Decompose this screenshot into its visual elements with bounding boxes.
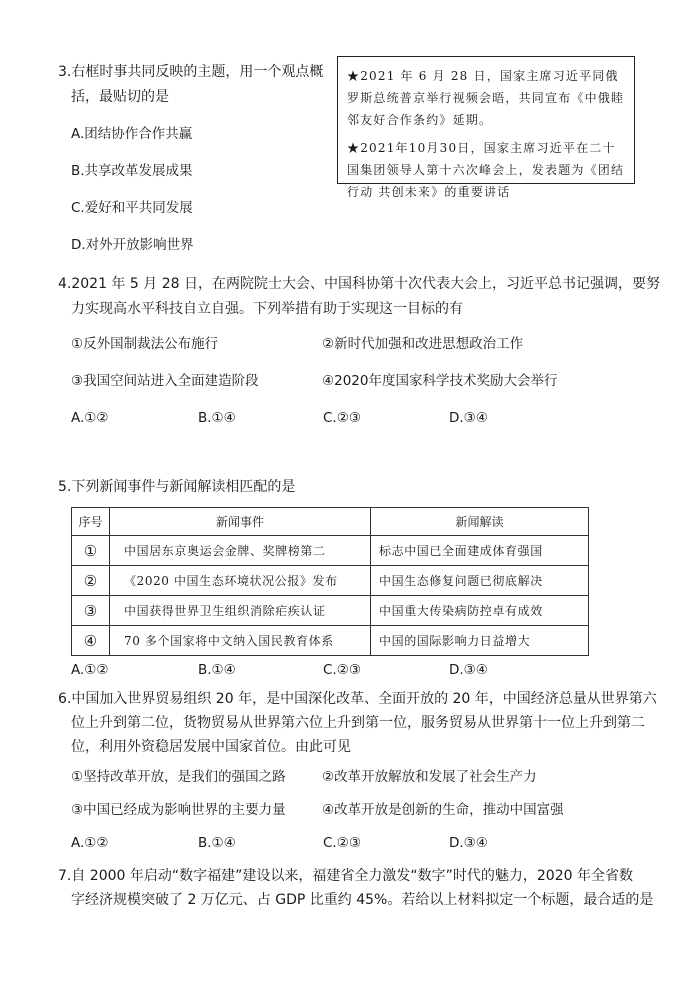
q4-item-3: ③我国空间站进入全面建造阶段 [71, 373, 259, 389]
q5-stem: 5.下列新闻事件与新闻解读相匹配的是 [58, 479, 296, 495]
q3-stem-line1: 3.右框时事共同反映的主题，用一个观点概 [58, 64, 324, 80]
table-row [72, 566, 589, 596]
table-row [72, 596, 589, 626]
q3-option-c: C.爱好和平共同发展 [71, 200, 193, 216]
q6-choice-b: B.①④ [198, 835, 236, 851]
q6-item-4: ④改革开放是创新的生命，推动中国富强 [322, 802, 564, 818]
row-interp: 中国生态修复问题已彻底解决 [371, 566, 589, 596]
row-num: ① [72, 536, 110, 566]
q3-option-b: B.共享改革发展成果 [71, 163, 193, 179]
q3-stem-line2: 括，最贴切的是 [71, 89, 169, 105]
q6-stem-line1: 6.中国加入世界贸易组织 20 年，是中国深化改革、全面开放的 20 年，中国经济总量从世界第六 [58, 691, 657, 707]
q3-option-d: D.对外开放影响世界 [71, 237, 194, 253]
row-interp: 标志中国已全面建成体育强国 [371, 536, 589, 566]
q4-choice-d: D.③④ [449, 410, 488, 426]
q4-item-4: ④2020年度国家科学技术奖励大会举行 [322, 373, 558, 389]
news-box-para-1: ★2021 年 6 月 28 日，国家主席习近平同俄罗斯总统普京举行视频会晤，共同宣布《中俄睦邻友好合作条约》延期。 [347, 69, 625, 127]
q6-item-1: ①坚持改革开放，是我们的强国之路 [71, 769, 286, 785]
header-num: 序号 [72, 508, 110, 536]
q6-stem-line3: 位，利用外资稳居发展中国家首位。由此可见 [71, 739, 351, 755]
row-num: ④ [72, 626, 110, 656]
table-row [72, 536, 589, 566]
row-event: 中国获得世界卫生组织消除疟疾认证 [110, 596, 371, 626]
q6-choice-c: C.②③ [323, 835, 361, 851]
q6-item-2: ②改革开放解放和发展了社会生产力 [322, 769, 537, 785]
row-interp: 中国的国际影响力日益增大 [371, 626, 589, 656]
row-num: ② [72, 566, 110, 596]
q4-choice-a: A.①② [71, 410, 109, 426]
q6-choice-d: D.③④ [449, 835, 488, 851]
row-event: 中国居东京奥运会金牌、奖牌榜第二 [110, 536, 371, 566]
q6-stem-line2: 位上升到第二位，货物贸易从世界第六位上升到第一位，服务贸易从世界第十一位上升到第二 [71, 715, 645, 731]
header-event: 新闻事件 [110, 508, 371, 536]
row-num: ③ [72, 596, 110, 626]
q5-choice-c: C.②③ [323, 662, 361, 678]
table-header-row [72, 508, 589, 536]
table-row [72, 626, 589, 656]
row-event: 《2020 中国生态环境状况公报》发布 [110, 566, 371, 596]
q5-choice-b: B.①④ [198, 662, 236, 678]
header-interp: 新闻解读 [371, 508, 589, 536]
q4-item-2: ②新时代加强和改进思想政治工作 [322, 336, 524, 352]
q4-choice-c: C.②③ [323, 410, 361, 426]
q3-option-a: A.团结协作合作共赢 [71, 126, 193, 142]
q5-choice-d: D.③④ [449, 662, 488, 678]
row-event: 70 多个国家将中文纳入国民教育体系 [110, 626, 371, 656]
row-interp: 中国重大传染病防控卓有成效 [371, 596, 589, 626]
news-table [71, 507, 589, 656]
q6-choice-a: A.①② [71, 835, 109, 851]
q4-item-1: ①反外国制裁法公布施行 [71, 336, 219, 352]
news-box-para-2: ★2021年10月30日，国家主席习近平在二十国集团领导人第十六次峰会上，发表题为《团结行动 共创未来》的重要讲话 [347, 141, 625, 199]
q5-choice-a: A.①② [71, 662, 109, 678]
news-box [337, 56, 635, 199]
q7-stem-line2: 字经济规模突破了 2 万亿元、占 GDP 比重约 45%。若给以上材料拟定一个标题，最合适的是 [71, 892, 654, 908]
q4-stem-line1: 4.2021 年 5 月 28 日，在两院院士大会、中国科协第十次代表大会上，习近平总书记强调，要努 [58, 276, 660, 292]
q4-choice-b: B.①④ [198, 410, 236, 426]
q4-stem-line2: 力实现高水平科技自立自强。下列举措有助于实现这一目标的有 [71, 301, 463, 317]
q7-stem-line1: 7.自 2000 年启动“数字福建”建设以来，福建省全力激发“数字”时代的魅力，2020 年全省数 [58, 868, 633, 884]
q6-item-3: ③中国已经成为影响世界的主要力量 [71, 802, 286, 818]
